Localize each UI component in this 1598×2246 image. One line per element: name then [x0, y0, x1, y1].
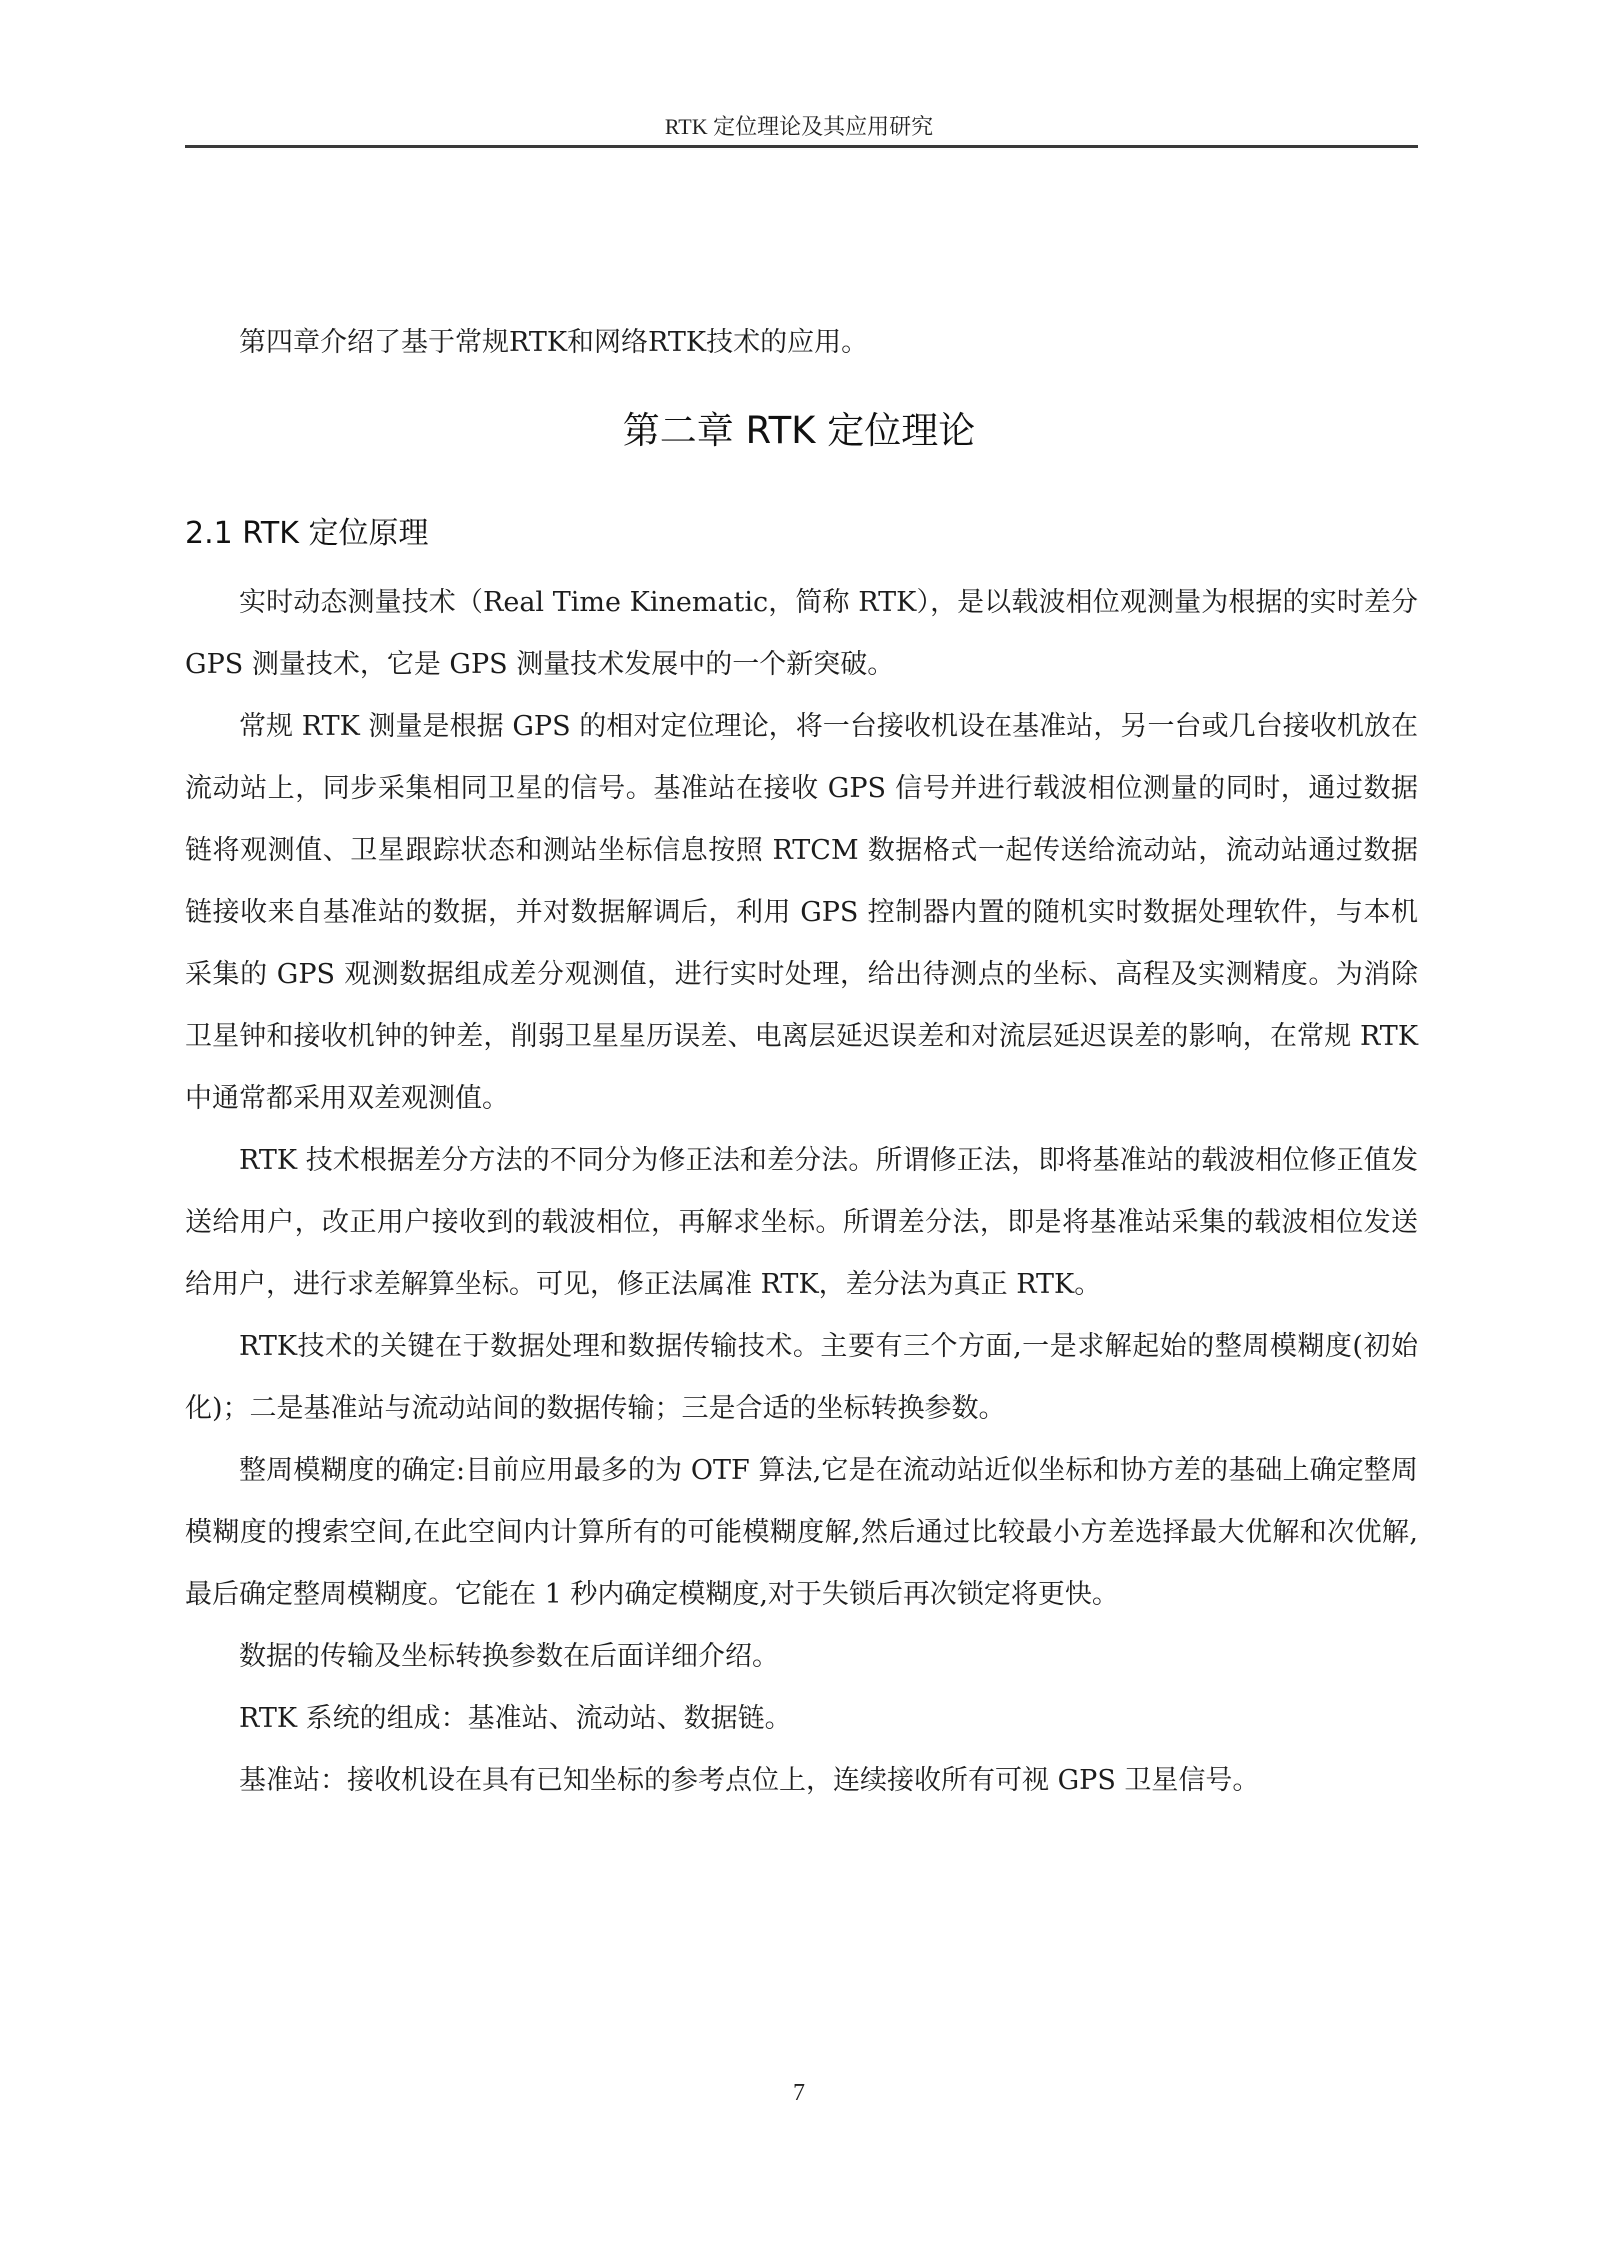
paragraph-key-technologies: RTK技术的关键在于数据处理和数据传输技术。主要有三个方面,一是求解起始的整周模糊度(初始化)；二是基准站与流动站间的数据传输；三是合适的坐标转换参数。	[185, 1331, 1418, 1424]
running-title: RTK 定位理论及其应用研究	[664, 114, 934, 139]
intro-block	[185, 312, 1418, 374]
paragraph-data-transmission-note: 数据的传输及坐标转换参数在后面详细介绍。	[239, 1641, 779, 1672]
paragraph-base-station: 基准站：接收机设在具有已知坐标的参考点位上，连续接收所有可视 GPS 卫星信号。	[239, 1765, 1260, 1796]
paragraph-conventional-rtk: 常规 RTK 测量是根据 GPS 的相对定位理论，将一台接收机设在基准站，另一台或几台接收机放在流动站上，同步采集相同卫星的信号。基准站在接收 GPS 信号并进行载波相位测量的同时，通过数据链将观测值、卫星跟踪状态和测站坐标信息按照 RTCM 数据格式一起传送给流动站，流动站通过数据链接收来自基准站的数据，并对数据解调后，利用 GPS 控制器内置的随机实时数据处理软件，与本机采集的 GPS 观测数据组成差分观测值，进行实时处理，给出待测点的坐标、高程及实测精度。为消除卫星钟和接收机钟的钟差，削弱卫星星历误差、电离层延迟误差和对流层延迟误差的影响，在常规 RTK 中通常都采用双差观测值。	[185, 711, 1418, 1114]
paragraph-ambiguity-resolution: 整周模糊度的确定:目前应用最多的为 OTF 算法,它是在流动站近似坐标和协方差的基础上确定整周模糊度的搜索空间,在此空间内计算所有的可能模糊度解,然后通过比较最小方差选择最大优解和次优解,最后确定整周模糊度。它能在 1 秒内确定模糊度,对于失锁后再次锁定将更快。	[185, 1455, 1418, 1610]
page-number: 7	[793, 2080, 805, 2106]
intro-paragraph: 第四章介绍了基于常规RTK和网络RTK技术的应用。	[239, 327, 869, 358]
section-title: 2.1 RTK 定位原理	[185, 516, 429, 551]
paragraph-rtk-definition: 实时动态测量技术（Real Time Kinematic，简称 RTK），是以载波相位观测量为根据的实时差分 GPS 测量技术，它是 GPS 测量技术发展中的一个新突破。	[185, 587, 1418, 680]
chapter-title: 第二章 RTK 定位理论	[622, 409, 976, 452]
section-body	[185, 572, 1418, 1812]
header-divider	[185, 145, 1418, 148]
paragraph-system-composition: RTK 系统的组成：基准站、流动站、数据链。	[239, 1703, 792, 1734]
paragraph-correction-methods: RTK 技术根据差分方法的不同分为修正法和差分法。所谓修正法，即将基准站的载波相位修正值发送给用户，改正用户接收到的载波相位，再解求坐标。所谓差分法，即是将基准站采集的载波相位发送给用户，进行求差解算坐标。可见，修正法属准 RTK，差分法为真正 RTK。	[185, 1145, 1418, 1300]
